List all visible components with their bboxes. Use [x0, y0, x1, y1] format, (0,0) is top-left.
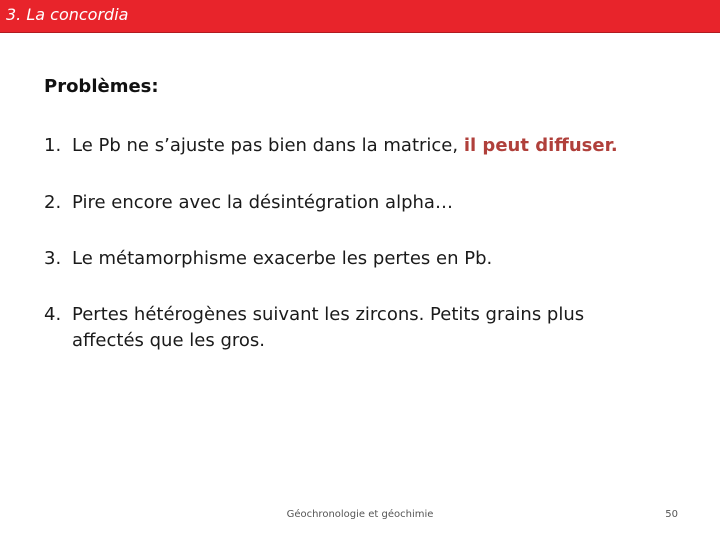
list-item-text: Le métamorphisme exacerbe les pertes en Pb.	[72, 248, 493, 269]
list-item-number: 4.	[44, 304, 62, 325]
list-item-number: 3.	[44, 248, 62, 269]
page-number: 50	[665, 509, 678, 520]
list-item-number: 1.	[44, 135, 62, 156]
list-item-text: Pire encore avec la désintégration alpha…	[72, 192, 453, 213]
section-heading: Problèmes:	[44, 76, 159, 97]
footer-text: Géochronologie et géochimie	[286, 509, 434, 520]
list-item-text	[72, 133, 684, 159]
title-bar	[0, 0, 720, 33]
slide-title: 3. La concordia	[6, 5, 129, 24]
highlighted-phrase: il peut diffuser.	[463, 135, 618, 156]
list-item-number: 2.	[44, 192, 62, 213]
list-item	[44, 302, 644, 354]
list-item	[44, 133, 684, 159]
list-item-body: Le Pb ne s’ajuste pas bien dans la matrice,	[72, 135, 464, 156]
list-item	[44, 190, 684, 216]
list-item	[44, 246, 684, 272]
list-item-text: Pertes hétérogènes suivant les zircons. Petits grains plus affectés que les gros.	[72, 304, 585, 351]
